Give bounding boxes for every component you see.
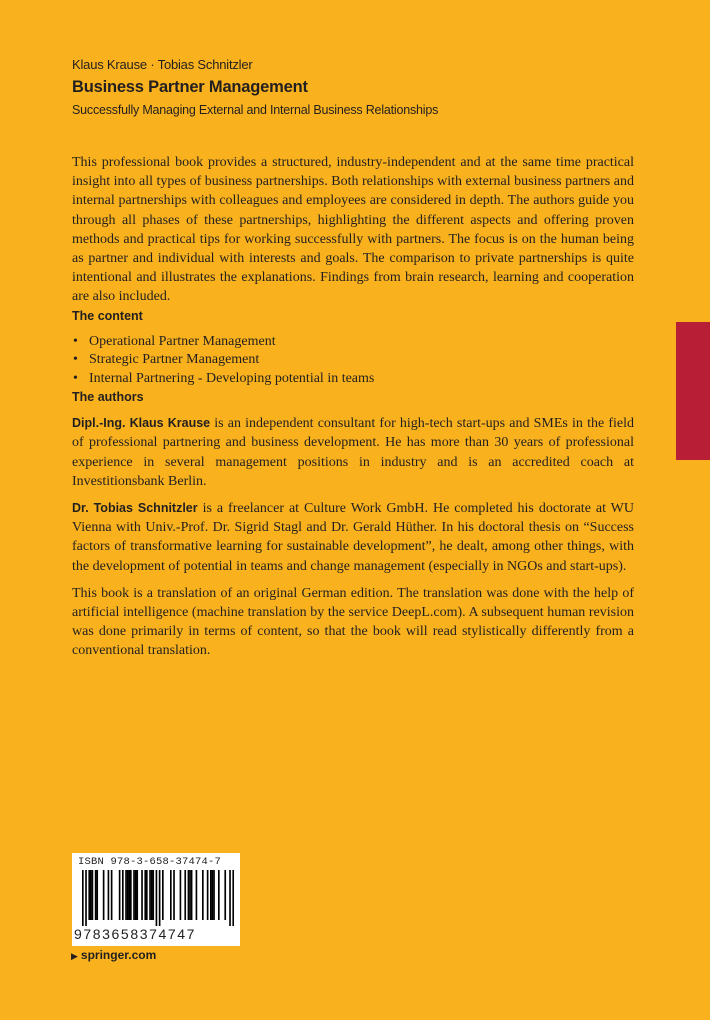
bullet-icon: • <box>73 352 78 368</box>
back-cover-text <box>72 153 634 661</box>
barcode-bar <box>184 870 186 920</box>
barcode-bar <box>128 870 130 920</box>
barcode-bar <box>125 870 127 920</box>
publisher-link[interactable] <box>71 948 156 962</box>
barcode-bar <box>162 870 164 920</box>
barcode-bar <box>108 870 110 920</box>
bullet-icon: • <box>73 370 78 386</box>
barcode-bar <box>88 870 90 920</box>
barcode-bar <box>141 870 143 920</box>
barcode-bar <box>111 870 113 920</box>
barcode-bar <box>202 870 204 920</box>
authors-heading: The authors <box>72 390 144 405</box>
barcode-bar <box>82 870 84 926</box>
book-title: Business Partner Management <box>72 78 308 96</box>
spine-accent-tab <box>676 322 710 460</box>
translation-note: This book is a translation of an original German edition. The translation was done with the help of artificial intelligence (machine translation by the service DeepL.com). A subsequent human revision was done primarily in terms of content, so that the book will read stylistically differently from a conventional translation. <box>72 585 634 659</box>
author1-name: Dipl.-Ing. Klaus Krause <box>72 416 211 431</box>
list-item: • Operational Partner Management <box>72 333 634 352</box>
author2-bio: is a freelancer at Culture Work GmbH. He completed his doctorate at WU Vienna with Univ.-Prof. Dr. Sigrid Stagl and Dr. Gerald Hüther. In his doctoral thesis on “Success factors of transformative learning for sustainable development”, he dealt, among other things, with the development of potential in teams and change management (especially in NGOs and start-ups). <box>72 500 634 574</box>
barcode-bar <box>191 870 193 920</box>
barcode-bar <box>212 870 214 920</box>
barcode-bar <box>207 870 209 920</box>
barcode-bar <box>180 870 182 920</box>
barcode-bar <box>90 870 92 920</box>
content-heading: The content <box>72 308 143 323</box>
author1-paragraph <box>72 414 634 491</box>
barcode-bar <box>146 870 148 920</box>
barcode-bar <box>210 870 212 920</box>
barcode-bar <box>218 870 220 920</box>
barcode-bar <box>170 870 172 920</box>
barcode-bar <box>232 870 234 926</box>
barcode-bars <box>82 870 234 926</box>
barcode-bar <box>152 870 154 920</box>
barcode-bar <box>151 870 153 920</box>
barcode-bar <box>95 870 97 920</box>
content-list <box>72 333 634 389</box>
barcode-bar <box>127 870 129 920</box>
barcode-bar <box>135 870 137 920</box>
barcode-bar <box>92 870 94 920</box>
barcode-bar <box>196 870 198 920</box>
barcode-bar <box>96 870 98 920</box>
arrow-right-icon: ▶ <box>71 951 78 961</box>
isbn-label: ISBN 978-3-658-37474-7 <box>78 856 222 868</box>
barcode-bar <box>159 870 161 926</box>
barcode-bar <box>229 870 231 926</box>
barcode-bar <box>224 870 226 920</box>
barcode-bar <box>149 870 151 920</box>
barcode-bar <box>103 870 105 920</box>
ean-digits: 9783658374747 <box>74 926 197 942</box>
barcode-bar <box>173 870 175 920</box>
list-item: • Internal Partnering - Developing potential in teams <box>72 370 634 389</box>
publisher-url: springer.com <box>80 948 157 962</box>
author1-bio: is an independent consultant for high-tech start-ups and SMEs in the field of professional partnering and business development. He has more than 30 years of professional experience in several management positions in industry and is an accredited coach at Investitionsbank Berlin. <box>72 416 634 489</box>
author2-name: Dr. Tobias Schnitzler <box>72 500 198 515</box>
barcode-bar <box>189 870 191 920</box>
barcode-bar <box>136 870 138 920</box>
list-item: • Strategic Partner Management <box>72 351 634 370</box>
author2-paragraph <box>72 499 634 576</box>
barcode-bar <box>213 870 215 920</box>
barcode-bar <box>122 870 124 920</box>
bullet-icon: • <box>73 333 78 349</box>
barcode-bar <box>130 870 132 920</box>
isbn-barcode <box>72 853 240 946</box>
barcode-bar <box>133 870 135 920</box>
authors-line: Klaus Krause · Tobias Schnitzler <box>72 57 253 72</box>
intro-paragraph: This professional book provides a structured, industry-independent and at the same time practical insight into all types of business partnerships. Both relationships with external business partners and internal partnerships with colleagues and employees are considered in depth. The authors guide you through all phases of these partnerships, highlighting the different aspects and offering proven methods and practical tips for working successfully with partners. The focus is on the human being as partner and individual with interests and goals. The comparison to private partnerships is quite intentional and illustrates the explanations. Findings from brain research, learning and cooperation are also included. <box>72 155 634 305</box>
barcode-bar <box>156 870 158 926</box>
barcode-bar <box>144 870 146 920</box>
cover-header <box>72 57 632 118</box>
barcode-bar <box>188 870 190 920</box>
barcode-bar <box>119 870 121 920</box>
book-subtitle: Successfully Managing External and Internal Business Relationships <box>72 103 439 117</box>
barcode-bar <box>85 870 87 926</box>
